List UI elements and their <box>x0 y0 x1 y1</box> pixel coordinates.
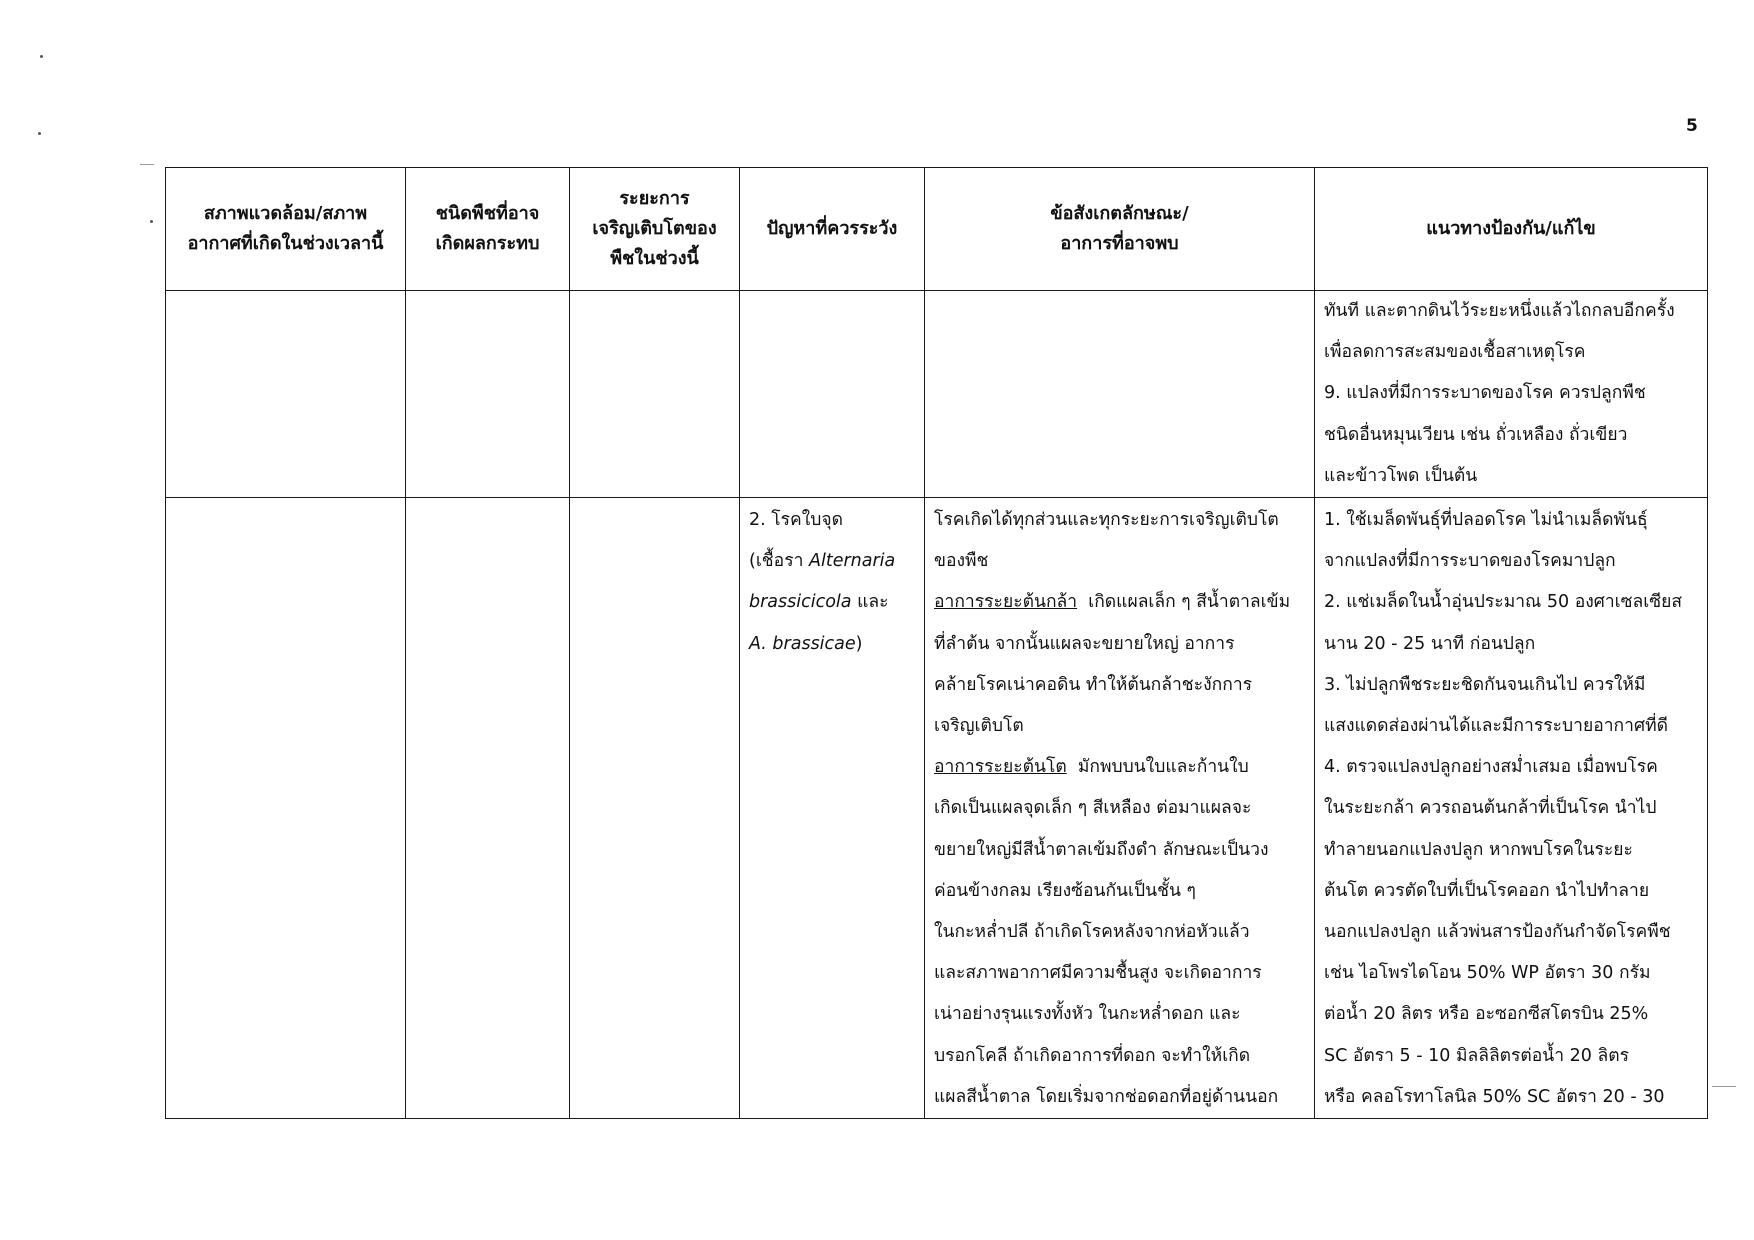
cell-plant-type <box>406 498 570 1119</box>
prevention-line: ต้นโต ควรตัดใบที่เป็นโรคออก นำไปทำลาย <box>1324 880 1650 901</box>
pathogen-line <box>749 541 920 582</box>
prevention-line: SC อัตรา 5 - 10 มิลลิลิตรต่อน้ำ 20 ลิตร <box>1324 1045 1629 1066</box>
cell-environment <box>166 291 406 498</box>
header-symptoms <box>925 168 1315 291</box>
prevention-line: ทันที และตากดินไว้ระยะหนึ่งแล้วไถกลบอีกครั้ง <box>1324 301 1675 321</box>
header-problem <box>740 168 925 291</box>
table-row <box>166 498 1708 1119</box>
header-line: สภาพแวดล้อม/สภาพ <box>203 203 368 224</box>
mature-stage-label: อาการระยะต้นโต <box>934 757 1067 778</box>
pathogen-species: A. brassicae <box>749 633 856 654</box>
symptom-text: มักพบบนใบและก้านใบ <box>1066 757 1249 778</box>
pathogen-conjunction: และ <box>851 592 889 613</box>
prevention-line: 2. แช่เมล็ดในน้ำอุ่นประมาณ 50 องศาเซลเซียส <box>1324 592 1683 613</box>
header-line: ระยะการ <box>619 188 690 209</box>
cell-symptoms <box>925 498 1315 1119</box>
scan-speck <box>150 220 153 223</box>
symptom-line: คล้ายโรคเน่าคอดิน ทำให้ต้นกล้าชะงักการ <box>934 674 1253 695</box>
symptom-line: เกิดเป็นแผลจุดเล็ก ๆ สีเหลือง ต่อมาแผลจะ <box>934 798 1252 819</box>
symptom-line: เน่าอย่างรุนแรงทั้งหัว ในกะหล่ำดอก และ <box>934 1004 1241 1025</box>
header-line: เจริญเติบโตของ <box>592 218 717 239</box>
prevention-line: นอกแปลงปลูก แล้วพ่นสารป้องกันกำจัดโรคพืช <box>1324 922 1671 943</box>
cell-growth-stage <box>570 291 740 498</box>
prevention-line: ทำลายนอกแปลงปลูก หากพบโรคในระยะ <box>1324 839 1633 860</box>
cell-symptoms <box>925 291 1315 498</box>
prevention-line: 9. แปลงที่มีการระบาดของโรค ควรปลูกพืช <box>1324 383 1646 404</box>
cell-problem <box>740 291 925 498</box>
header-plant-type <box>406 168 570 291</box>
prevention-line: ในระยะกล้า ควรถอนต้นกล้าที่เป็นโรค นำไป <box>1324 798 1657 819</box>
header-line: เกิดผลกระทบ <box>435 233 540 254</box>
prevention-line: 3. ไม่ปลูกพืชระยะชิดกันจนเกินไป ควรให้มี <box>1324 674 1646 695</box>
pathogen-species: brassicicola <box>749 592 852 613</box>
symptom-line: ที่ลำต้น จากนั้นแผลจะขยายใหญ่ อาการ <box>934 633 1235 654</box>
prevention-line: ต่อน้ำ 20 ลิตร หรือ อะซอกซีสโตรบิน 25% <box>1324 1004 1649 1025</box>
agri-disease-table <box>165 167 1708 1119</box>
symptom-line: ของพืช <box>934 551 989 572</box>
scan-speck <box>40 55 43 58</box>
pathogen-genus: Alternaria <box>809 551 896 572</box>
header-line: อาการที่อาจพบ <box>1060 233 1179 254</box>
cell-plant-type <box>406 291 570 498</box>
margin-mark <box>140 164 154 165</box>
header-line: พืชในช่วงนี้ <box>610 248 699 269</box>
prevention-line: ชนิดอื่นหมุนเวียน เช่น ถั่วเหลือง ถั่วเขียว <box>1324 424 1628 445</box>
problem-title: 2. โรคใบจุด <box>749 510 844 531</box>
header-row <box>166 168 1708 291</box>
seedling-stage-label: อาการระยะต้นกล้า <box>934 592 1078 613</box>
header-line: แนวทางป้องกัน/แก้ไข <box>1426 218 1596 239</box>
header-environment <box>166 168 406 291</box>
header-line: อากาศที่เกิดในช่วงเวลานี้ <box>187 233 384 254</box>
prevention-line: จากแปลงที่มีการระบาดของโรคมาปลูก <box>1324 551 1616 572</box>
prevention-line: นาน 20 - 25 นาที ก่อนปลูก <box>1324 633 1536 654</box>
symptom-line: ขยายใหญ่มีสีน้ำตาลเข้มถึงดำ ลักษณะเป็นวง <box>934 839 1269 860</box>
header-line: ชนิดพืชที่อาจ <box>435 203 540 224</box>
pathogen-prefix: (เชื้อรา <box>749 551 809 572</box>
prevention-line: เพื่อลดการสะสมของเชื้อสาเหตุโรค <box>1324 342 1586 363</box>
page-number: 5 <box>1686 116 1698 136</box>
prevention-line: หรือ คลอโรทาโลนิล 50% SC อัตรา 20 - 30 <box>1324 1086 1665 1107</box>
prevention-line: 1. ใช้เมล็ดพันธุ์ที่ปลอดโรค ไม่นำเมล็ดพันธุ์ <box>1324 510 1648 531</box>
cell-problem <box>740 498 925 1119</box>
table-row <box>166 291 1708 498</box>
cell-prevention <box>1315 498 1708 1119</box>
header-line: ข้อสังเกตลักษณะ/ <box>1050 203 1189 224</box>
prevention-line: 4. ตรวจแปลงปลูกอย่างสม่ำเสมอ เมื่อพบโรค <box>1324 757 1658 778</box>
symptom-line: แผลสีน้ำตาล โดยเริ่มจากช่อดอกที่อยู่ด้านนอก <box>934 1086 1279 1107</box>
header-line: ปัญหาที่ควรระวัง <box>766 218 898 239</box>
cell-prevention <box>1315 291 1708 498</box>
symptom-line: บรอกโคลี ถ้าเกิดอาการที่ดอก จะทำให้เกิด <box>934 1045 1251 1066</box>
symptom-line: เจริญเติบโต <box>934 716 1024 737</box>
pathogen-close: ) <box>855 633 863 654</box>
symptom-line <box>934 582 1310 623</box>
scan-speck <box>38 132 41 135</box>
symptom-text: เกิดแผลเล็ก ๆ สีน้ำตาลเข้ม <box>1077 592 1291 613</box>
symptom-line: โรคเกิดได้ทุกส่วนและทุกระยะการเจริญเติบโต <box>934 510 1279 531</box>
symptom-line: ในกะหล่ำปลี ถ้าเกิดโรคหลังจากห่อหัวแล้ว <box>934 922 1250 943</box>
margin-mark <box>1712 1086 1736 1087</box>
prevention-line: เช่น ไอโพรไดโอน 50% WP อัตรา 30 กรัม <box>1324 963 1651 984</box>
symptom-line: และสภาพอากาศมีความชื้นสูง จะเกิดอาการ <box>934 963 1262 984</box>
pathogen-line <box>749 582 920 623</box>
prevention-line: และข้าวโพด เป็นต้น <box>1324 465 1478 486</box>
symptom-line: ค่อนข้างกลม เรียงซ้อนกันเป็นชั้น ๆ <box>934 880 1196 901</box>
header-prevention <box>1315 168 1708 291</box>
cell-environment <box>166 498 406 1119</box>
pathogen-line <box>749 624 920 665</box>
symptom-line <box>934 747 1310 788</box>
header-growth-stage <box>570 168 740 291</box>
cell-growth-stage <box>570 498 740 1119</box>
prevention-line: แสงแดดส่องผ่านได้และมีการระบายอากาศที่ดี <box>1324 716 1668 737</box>
